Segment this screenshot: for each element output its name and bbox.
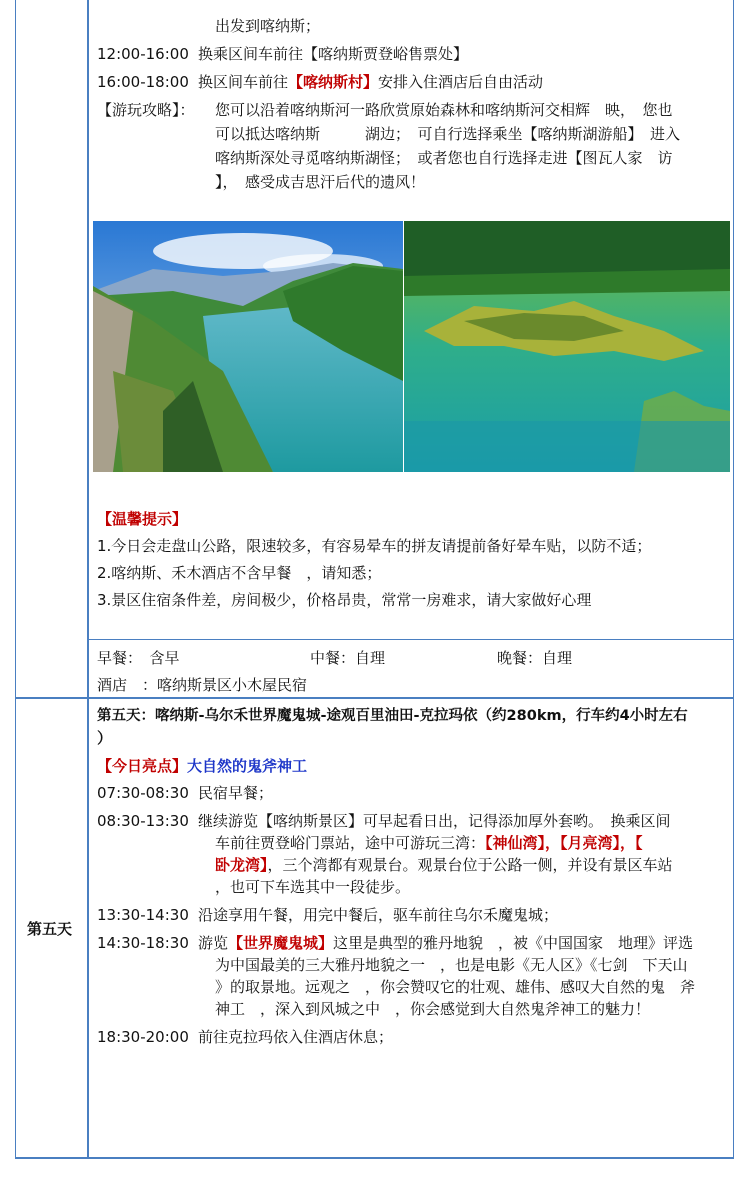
meal-breakfast: 早餐： 含早: [97, 649, 180, 667]
text: 换区间车前往: [198, 73, 289, 91]
notice-item: 3.景区住宿条件差，房间极少，价格昂贵，常常一房难求，请大家做好心理: [97, 591, 592, 609]
schedule-text: [215, 855, 673, 875]
schedule-text: [198, 72, 543, 92]
highlight-kanas-village: 【喀纳斯村】: [288, 73, 379, 91]
highlight-three-bays: 【神仙湾】，【月亮湾】，【: [485, 834, 643, 852]
hotel-info: 酒店 ：喀纳斯景区小木屋民宿: [97, 676, 308, 694]
border-divider: [87, 0, 89, 1158]
day-title: 第五天：喀纳斯-乌尔禾世界魔鬼城-途观百里油田-克拉玛依（约280km，行车约4小时左右: [97, 708, 688, 724]
schedule-text: 民宿早餐；: [198, 784, 274, 802]
schedule-text: 沿途享用午餐，用完中餐后，驱车前往乌尔禾魔鬼城；: [198, 906, 559, 924]
tips-label: 【游玩攻略】：: [97, 101, 195, 119]
schedule-time: 08:30-13:30: [97, 812, 189, 830]
schedule-text: 为中国最美的三大雅丹地貌之一 ，也是电影《无人区》《七剑 下天山: [215, 956, 688, 974]
schedule-time: 07:30-08:30: [97, 784, 189, 802]
photo-kanas-river: [93, 221, 403, 472]
text: ，三个湾都有观景台。观景台位于公路一侧，并设有景区车站: [267, 856, 673, 874]
border-right: [733, 0, 734, 1158]
border-day5-top: [15, 697, 734, 699]
text: 车前往贾登峪门票站，途中可游玩三湾：: [215, 834, 486, 852]
schedule-line: 出发到喀纳斯；: [215, 17, 321, 35]
notice-item: 2.喀纳斯、禾木酒店不含早餐 ，请知悉；: [97, 564, 382, 582]
day-highlight: [97, 756, 307, 776]
notice-title: 【温馨提示】: [97, 510, 188, 528]
schedule-text: ，也可下车选其中一段徒步。: [215, 878, 411, 896]
schedule-time: 18:30-20:00: [97, 1028, 189, 1046]
border-bottom: [15, 1157, 734, 1159]
highlight-wolong-bay: 卧龙湾】: [215, 856, 268, 874]
schedule-text: [198, 933, 693, 953]
schedule-text: 继续游览【喀纳斯景区】可早起看日出，记得添加厚外套哟。 换乘区间: [198, 812, 671, 830]
photo-lake-island: [404, 221, 730, 472]
text: 游览: [198, 934, 229, 952]
schedule-time: 13:30-14:30: [97, 906, 189, 924]
river-landscape-image: [93, 221, 403, 472]
text: 这里是典型的雅丹地貌 ，被《中国国家 地理》评选: [333, 934, 694, 952]
schedule-text: [215, 833, 643, 853]
tips-line: 】， 感受成吉思汗后代的遗风！: [215, 173, 426, 191]
schedule-time: 14:30-18:30: [97, 934, 189, 952]
meal-dinner: 晚餐：自理: [497, 649, 573, 667]
notice-item: 1.今日会走盘山公路，限速较多，有容易晕车的拼友请提前备好晕车贴，以防不适；: [97, 537, 652, 555]
tips-line: 您可以沿着喀纳斯河一路欣赏原始森林和喀纳斯河交相辉 映， 您也: [215, 101, 673, 119]
meal-lunch: 中餐：自理: [310, 649, 386, 667]
highlight-tag: 【今日亮点】: [97, 757, 188, 775]
border-left: [15, 0, 16, 1158]
highlight-devil-city: 【世界魔鬼城】: [228, 934, 334, 952]
schedule-text: 》的取景地。远观之 ，你会赞叹它的壮观、雄伟、感叹大自然的鬼 斧: [215, 978, 696, 996]
schedule-time: 16:00-18:00: [97, 73, 189, 91]
schedule-text: 前往克拉玛依入住酒店休息；: [198, 1028, 394, 1046]
highlight-text: 大自然的鬼斧神工: [187, 757, 308, 775]
day-title-cont: ）: [97, 729, 113, 747]
lake-island-image: [404, 221, 730, 472]
day-label: 第五天: [27, 920, 73, 938]
text: 安排入住酒店后自由活动: [378, 73, 544, 91]
border-meals-top: [88, 639, 734, 640]
tips-line: 喀纳斯深处寻觅喀纳斯湖怪； 或者您也自行选择走进【图瓦人家 访: [215, 149, 673, 167]
schedule-time: 12:00-16:00: [97, 45, 189, 63]
tips-line: 可以抵达喀纳斯 湖边； 可自行选择乘坐【喀纳斯湖游船】 进入: [215, 125, 681, 143]
schedule-text: 换乘区间车前往【喀纳斯贾登峪售票处】: [198, 45, 469, 63]
schedule-text: 神工 ，深入到风城之中 ，你会感觉到大自然鬼斧神工的魅力！: [215, 1000, 651, 1018]
